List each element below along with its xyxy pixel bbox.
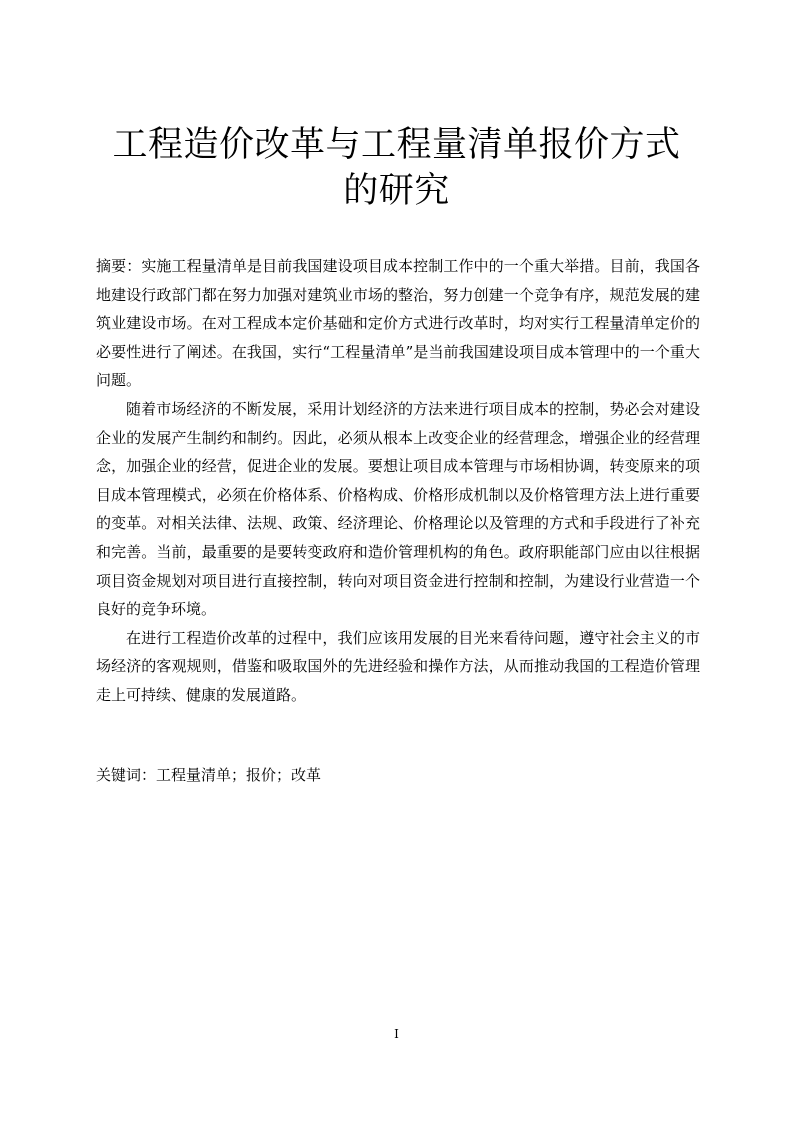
abstract-paragraph-2: 随着市场经济的不断发展，采用计划经济的方法来进行项目成本的控制，势必会对建设企业的发展产生制约和制约。因此，必须从根本上改变企业的经营理念，增强企业的经营理念，加强企业的经营，促进企业的发展。要想让项目成本管理与市场相协调，转变原来的项目成本管理模式，必须在价格体系、价格构成、价格形成机制以及价格管理方法上进行重要的变革。对相关法律、法规、政策、经济理论、价格理论以及管理的方式和手段进行了补充和完善。当前，最重要的是要转变政府和造价管理机构的角色。政府职能部门应由以往根据项目资金规划对项目进行直接控制，转向对项目资金进行控制和控制，为建设行业营造一个良好的竞争环境。 [96, 399, 700, 619]
keywords-label: 关键词： [96, 766, 157, 784]
page-title: 工程造价改革与工程量清单报价方式的研究 [112, 125, 681, 211]
page-number: I [394, 1027, 399, 1041]
keywords-text: 工程量清单；报价；改革 [156, 766, 322, 784]
keywords-line [96, 762, 321, 788]
abstract-paragraph-1-text: 实施工程量清单是目前我国建设项目成本控制工作中的一个重大举措。目前，我国各地建设行政部门都在努力加强对建筑业市场的整治，努力创建一个竞争有序，规范发展的建筑业建设市场。在对工程成本定价基础和定价方式进行改革时，均对实行工程量清单定价的必要性进行了阐述。在我国，实行“工程量清单”是当前我国建设项目成本管理中的一个重大问题。 [96, 257, 700, 390]
abstract-paragraph-3: 在进行工程造价改革的过程中，我们应该用发展的目光来看待问题，遵守社会主义的市场经济的客观规则，借鉴和吸取国外的先进经验和操作方法，从而推动我国的工程造价管理走上可持续、健康的发展道路。 [96, 628, 700, 704]
abstract-section [96, 252, 700, 710]
abstract-paragraph-1 [96, 252, 700, 395]
abstract-label: 摘要： [96, 257, 142, 275]
